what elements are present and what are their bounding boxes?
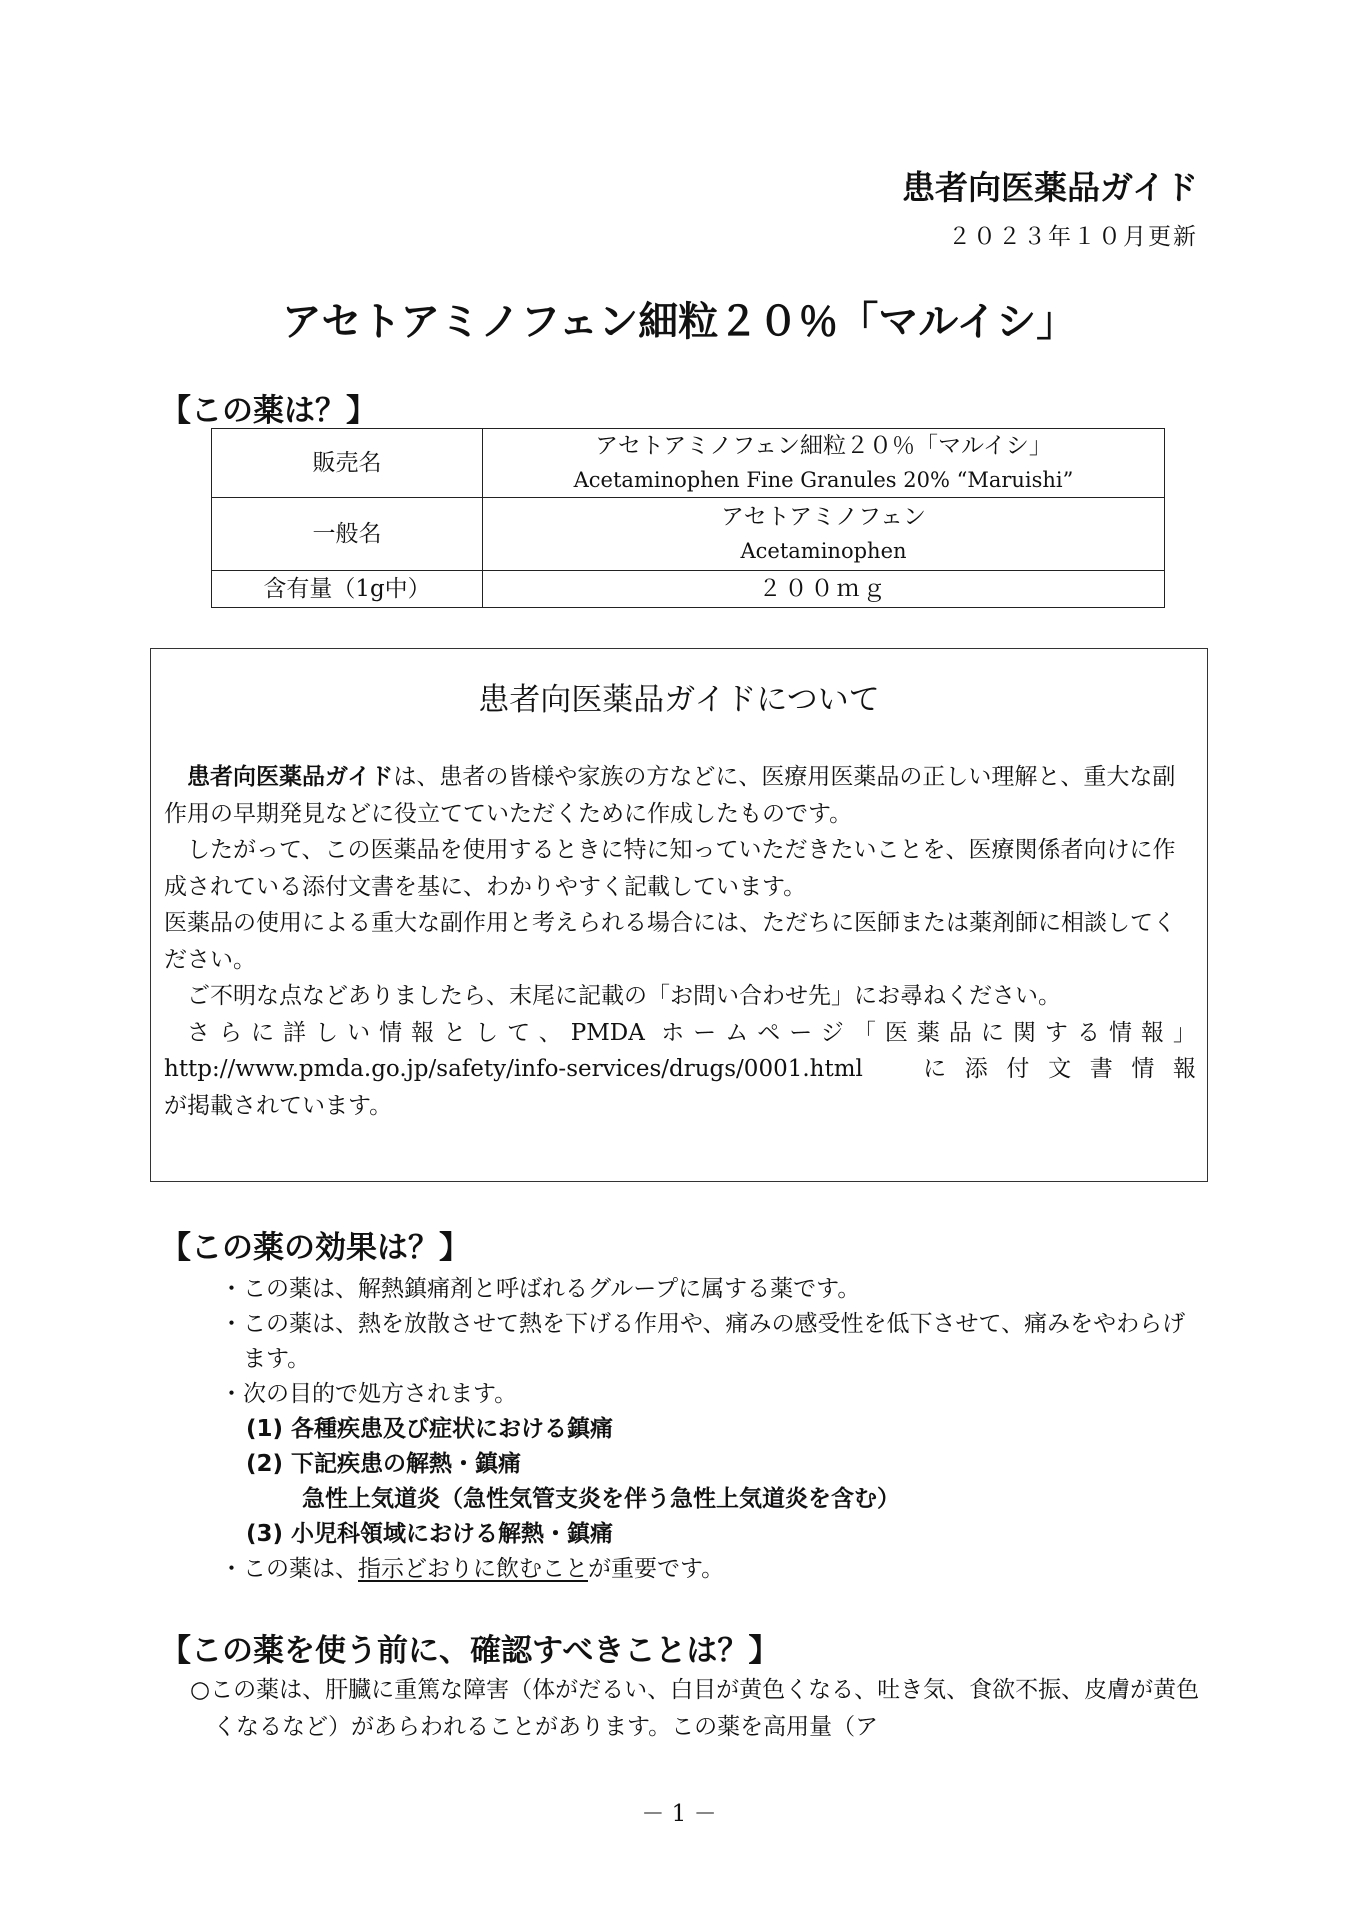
section-heading-what-is: 【この薬は？】 [160,393,377,429]
row-label-generic: 一般名 [212,498,483,571]
row-label-content: 含有量（1g中） [212,571,483,608]
drug-info-table [211,428,1165,608]
table-row [212,429,1165,498]
brand-name-jp: アセトアミノフェン細粒２０％「マルイシ」 [595,433,1052,459]
about-paragraph-4: ご不明な点などありましたら、末尾に記載の「お問い合わせ先」にお尋ねください。 [187,983,1061,1009]
row-value-generic [483,498,1165,571]
about-paragraph-3: 医薬品の使用による重大な副作用と考えられる場合には、ただちに医師または薬剤師に相談してください。 [164,910,1176,973]
document-title: 患者向医薬品ガイド [901,168,1198,207]
row-value-brand [483,429,1165,498]
brand-name-en: Acetaminophen Fine Granules 20% “Maruishi” [573,468,1074,492]
updated-date: ２０２３年１０月更新 [948,224,1198,250]
section-heading-before-use: 【この薬を使う前に、確認すべきことは？】 [160,1633,780,1669]
indication-item-2-sub: 急性上気道炎（急性気管支炎を伴う急性上気道炎を含む） [302,1486,900,1512]
about-guide-title: 患者向医薬品ガイドについて [478,682,880,718]
about-paragraph-1 [164,759,1196,832]
section-heading-effects: 【この薬の効果は？】 [160,1230,470,1266]
about-bold-term: 患者向医薬品ガイド [187,764,394,790]
list-item: ・この薬は、熱を放散させて熱を下げる作用や、痛みの感受性を低下させて、痛みをやわらげます。 [220,1311,1186,1372]
list-item [220,1552,1200,1587]
indication-item-3: (3) 小児科領域における解熱・鎮痛 [246,1521,614,1547]
before-use-paragraph: ○この薬は、肝臓に重篤な障害（体がだるい、白目が黄色くなる、吐き気、食欲不振、皮膚が黄色くなるなど）があらわれることがあります。この薬を高用量（ア [190,1677,1200,1740]
indication-item-2: (2) 下記疾患の解熱・鎮痛 [246,1451,522,1477]
list-item: ・次の目的で処方されます。 [220,1381,518,1407]
table-row [212,498,1165,571]
generic-name-en: Acetaminophen [740,539,907,563]
row-label-brand: 販売名 [212,429,483,498]
about-paragraph-2: したがって、この医薬品を使用するときに特に知っていただきたいことを、医療関係者向けに作成されている添付文書を基に、わかりやすく記載しています。 [164,837,1176,900]
page-number: － 1 － [641,1801,717,1827]
generic-name-jp: アセトアミノフェン [721,504,926,530]
table-row [212,571,1165,608]
drug-name-title: アセトアミノフェン細粒２０％「マルイシ」 [281,299,1077,345]
before-use-text [190,1672,1200,1746]
bullet4-suffix: が重要です。 [588,1556,725,1582]
row-value-content: ２００ｍｇ [483,571,1165,608]
effects-list [220,1272,1200,1587]
about-paragraph-1-text: は、患者の皆様や家族の方などに、医療用医薬品の正しい理解と、重大な副作用の早期発見などに役立てていただくために作成したものです。 [164,764,1176,827]
about-guide-box [150,648,1208,1182]
list-item: ・この薬は、解熱鎮痛剤と呼ばれるグループに属する薬です。 [220,1276,861,1302]
about-paragraph-5-line-1: さらに詳しい情報として、PMDA ホームページ「医薬品に関する情報」 [187,1019,1196,1046]
bullet4-prefix: ・この薬は、 [220,1556,358,1582]
about-paragraph-5-line-3: が掲載されています。 [164,1092,393,1119]
indication-item-1: (1) 各種疾患及び症状における鎮痛 [246,1416,614,1442]
about-guide-body [164,759,1196,1124]
about-pmda-link[interactable]: http://www.pmda.go.jp/safety/info-services/drugs/0001.html に添付文書情報 [164,1056,1196,1082]
bullet4-underlined: 指示どおりに飲むこと [358,1556,588,1582]
